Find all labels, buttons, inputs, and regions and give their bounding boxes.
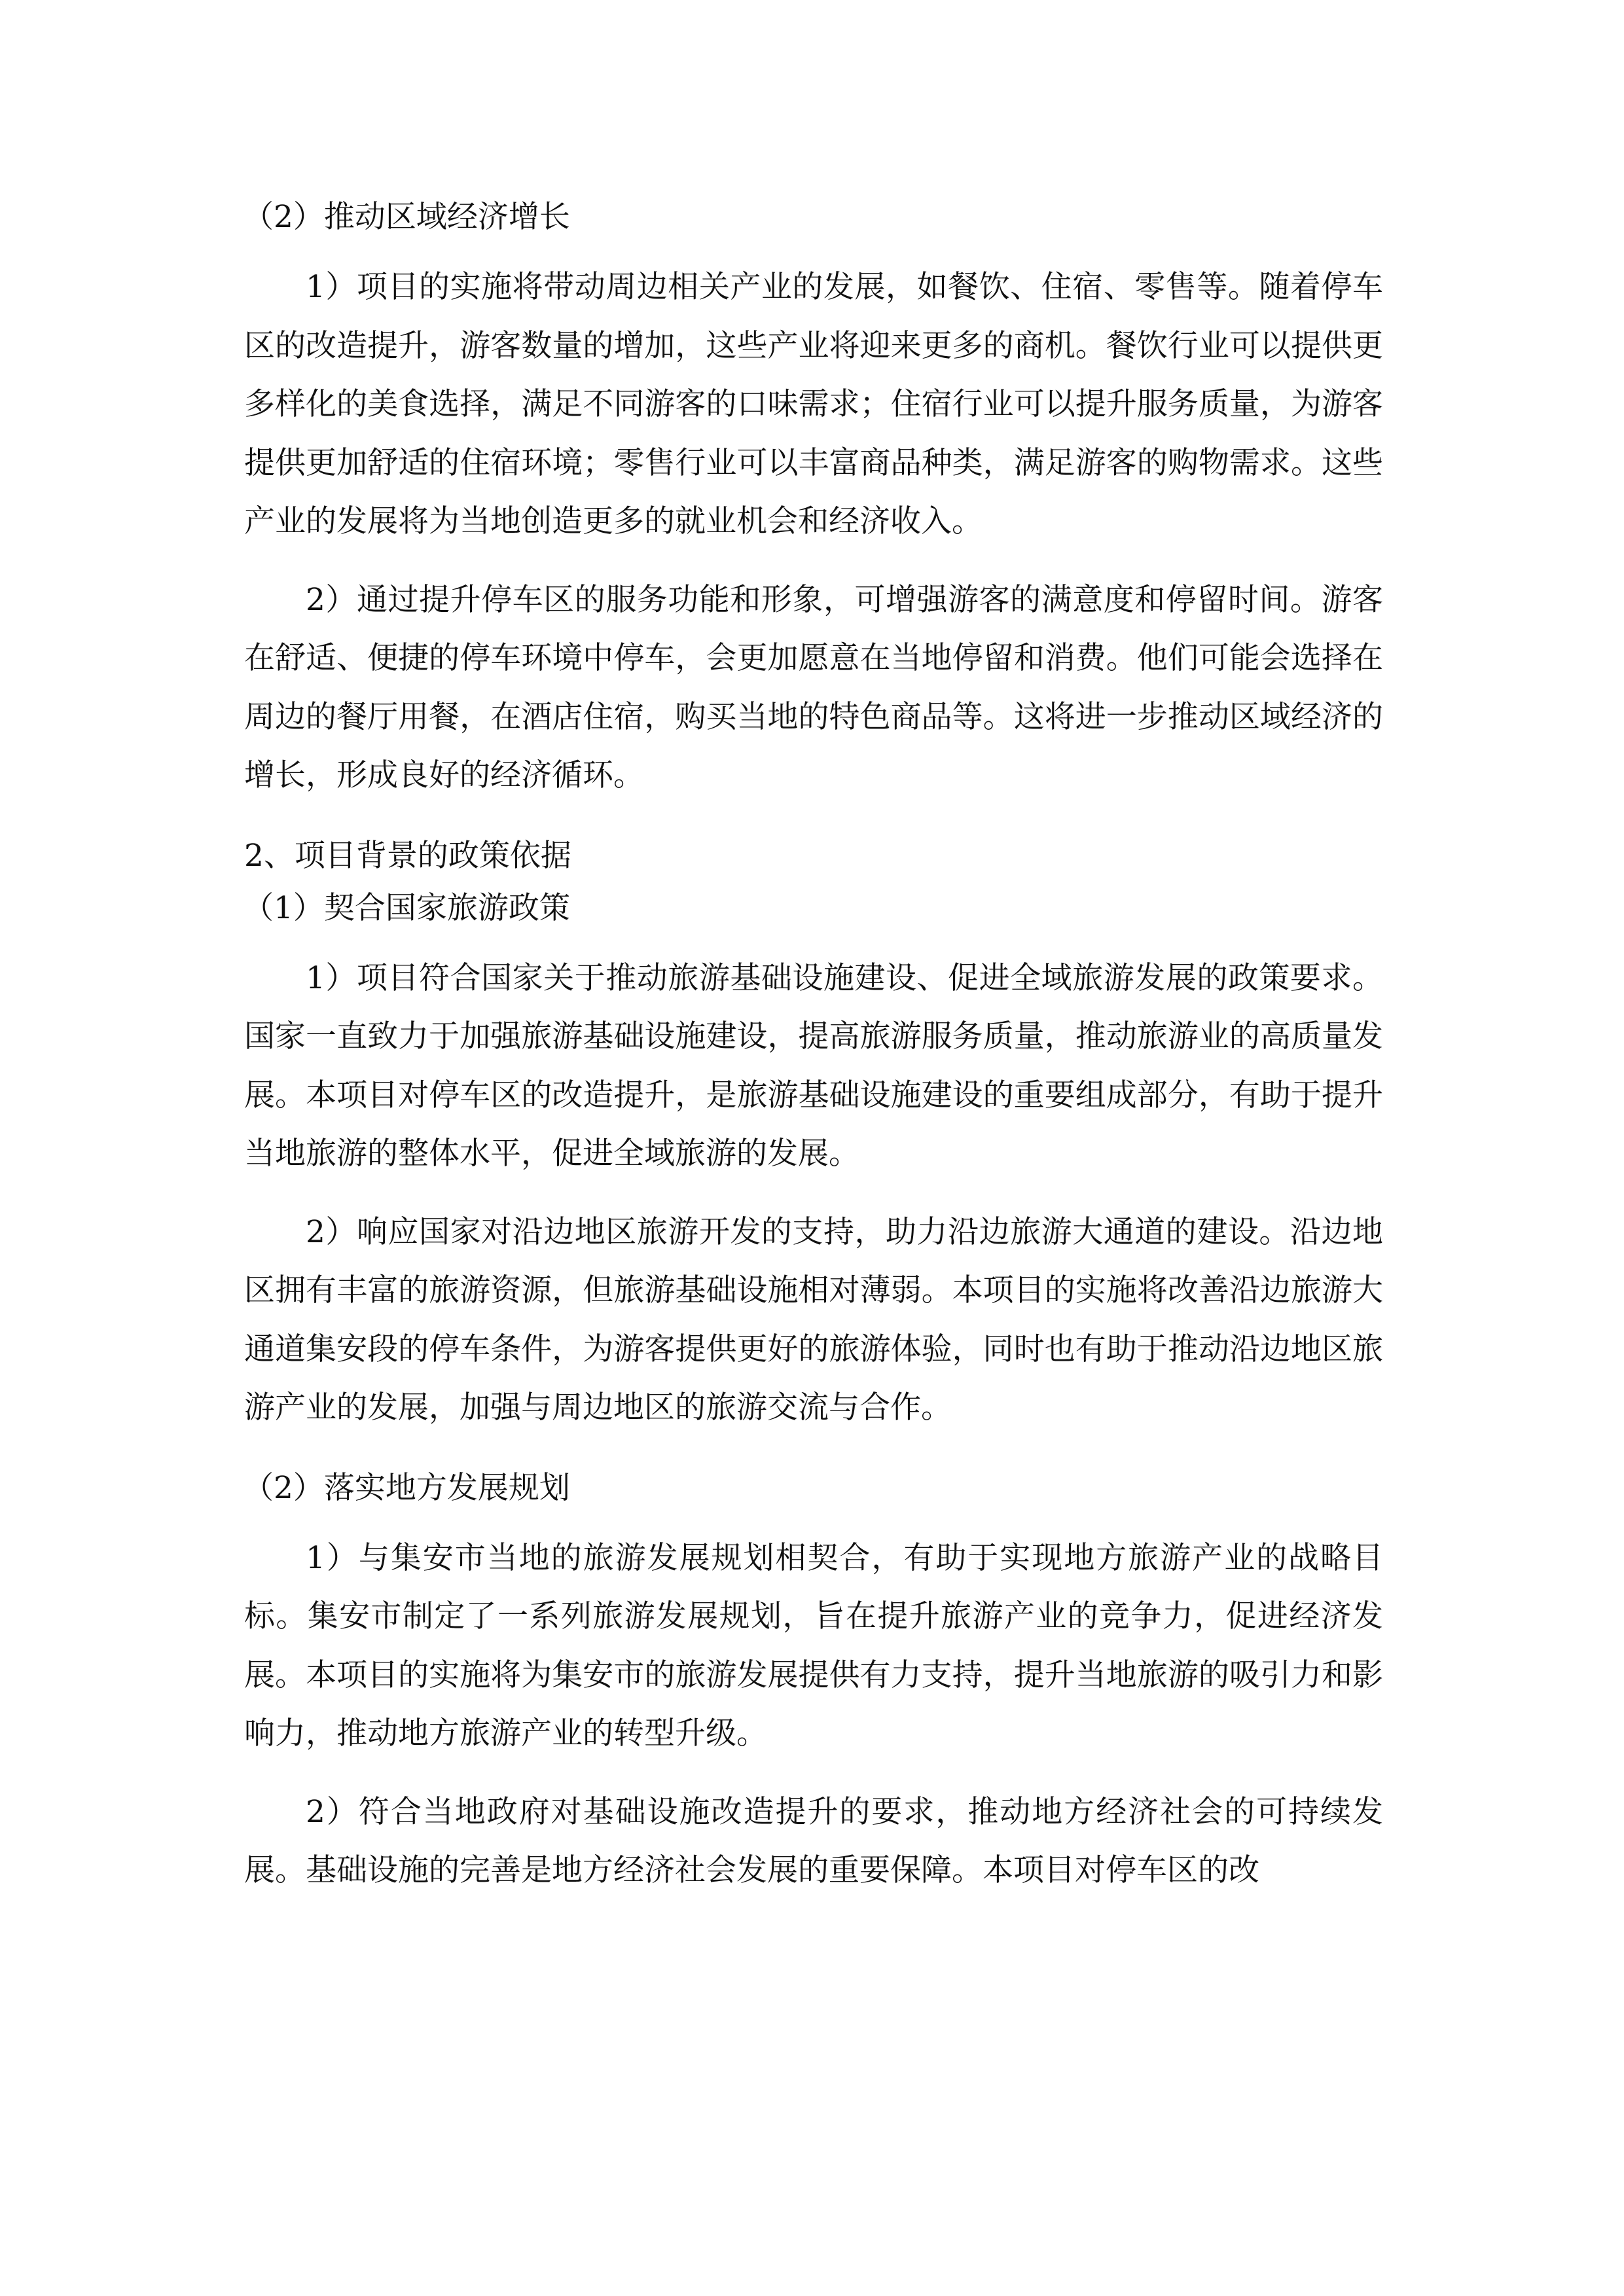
paragraph-national-infrastructure: 1）项目符合国家关于推动旅游基础设施建设、促进全域旅游发展的政策要求。国家一直致力于加强旅游基础设施建设，提高旅游服务质量，推动旅游业的高质量发展。本项目对停车区的改造提升，是旅游基础设施建设的重要组成部分，有助于提升当地旅游的整体水平，促进全域旅游的发展。: [244, 960, 1383, 1172]
paragraph-sustainable-development: 2）符合当地政府对基础设施改造提升的要求，推动地方经济社会的可持续发展。基础设施的完善是地方经济社会发展的重要保障。本项目对停车区的改: [244, 1793, 1383, 1888]
section-heading-policy-basis: 2、项目背景的政策依据: [244, 837, 571, 874]
paragraph-local-tourism-plan: 1）与集安市当地的旅游发展规划相契合，有助于实现地方旅游产业的战略目标。集安市制定了一系列旅游发展规划，旨在提升旅游产业的竞争力，促进经济发展。本项目的实施将为集安市的旅游发展提供有力支持，提升当地旅游的吸引力和影响力，推动地方旅游产业的转型升级。: [244, 1539, 1383, 1751]
paragraph-border-tourism: 2）响应国家对沿边地区旅游开发的支持，助力沿边旅游大通道的建设。沿边地区拥有丰富的旅游资源，但旅游基础设施相对薄弱。本项目的实施将改善沿边旅游大通道集安段的停车条件，为游客提供更好的旅游体验，同时也有助于推动沿边地区旅游产业的发展，加强与周边地区的旅游交流与合作。: [244, 1213, 1383, 1426]
paragraph-industry-development: 1）项目的实施将带动周边相关产业的发展，如餐饮、住宿、零售等。随着停车区的改造提升，游客数量的增加，这些产业将迎来更多的商机。餐饮行业可以提供更多样化的美食选择，满足不同游客的口味需求；住宿行业可以提升服务质量，为游客提供更加舒适的住宿环境；零售行业可以丰富商品种类，满足游客的购物需求。这些产业的发展将为当地创造更多的就业机会和经济收入。: [244, 269, 1383, 539]
paragraph-visitor-satisfaction: 2）通过提升停车区的服务功能和形象，可增强游客的满意度和停留时间。游客在舒适、便捷的停车环境中停车，会更加愿意在当地停留和消费。他们可能会选择在周边的餐厅用餐，在酒店住宿，购买当地的特色商品等。这将进一步推动区域经济的增长，形成良好的经济循环。: [244, 581, 1383, 793]
section-heading-national-policy: （1）契合国家旅游政策: [243, 889, 570, 926]
section-heading-regional-growth: （2）推动区域经济增长: [243, 199, 570, 235]
section-heading-local-planning: （2）落实地方发展规划: [243, 1469, 570, 1506]
document-body: [244, 191, 1383, 1900]
